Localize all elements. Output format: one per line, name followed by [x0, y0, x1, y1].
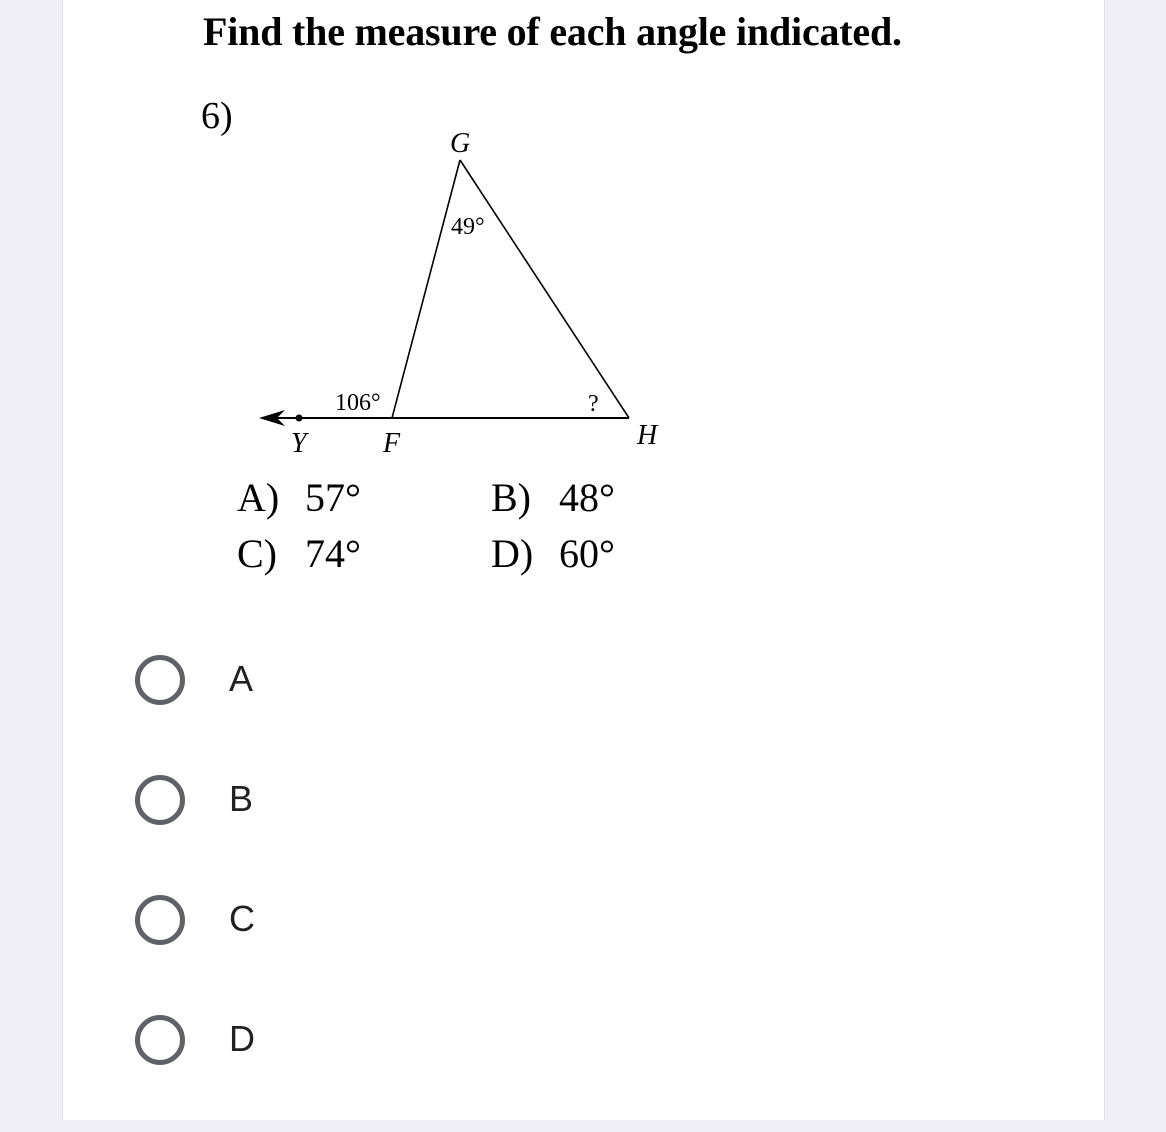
choice-a-value: 57°: [305, 475, 361, 520]
point-label-y: Y: [291, 428, 307, 459]
question-instruction: Find the measure of each angle indicated.: [203, 9, 902, 54]
question-image: [63, 0, 1106, 600]
choice-d-letter: D): [491, 531, 534, 576]
choice-b-letter: B): [491, 475, 531, 520]
vertex-label-g: G: [450, 128, 471, 159]
side-fg: [392, 160, 460, 418]
radio-button-d[interactable]: [135, 1015, 185, 1065]
choice-b-value: 48°: [559, 475, 615, 520]
choice-a: [237, 474, 361, 521]
side-gh: [460, 160, 629, 418]
unknown-angle-label: ?: [588, 391, 599, 417]
answer-options: [133, 652, 733, 1132]
radio-button-c[interactable]: [135, 895, 185, 945]
choice-d: [491, 530, 615, 577]
question-card: [62, 0, 1105, 1120]
vertex-label-f: F: [383, 428, 401, 459]
option-d[interactable]: [133, 1012, 733, 1132]
radio-button-b[interactable]: [135, 775, 185, 825]
option-c[interactable]: [133, 892, 733, 1012]
option-a-label[interactable]: A: [229, 658, 254, 699]
choice-c: [237, 530, 361, 577]
angle-g-label: 49°: [451, 214, 485, 240]
option-b-label[interactable]: B: [229, 778, 254, 819]
choice-c-value: 74°: [305, 531, 361, 576]
radio-button-a[interactable]: [135, 655, 185, 705]
option-c-label[interactable]: C: [229, 898, 255, 939]
choice-a-letter: A): [237, 475, 280, 520]
option-d-label[interactable]: D: [229, 1018, 255, 1059]
exterior-angle-label: 106°: [335, 390, 381, 416]
option-b[interactable]: [133, 772, 733, 892]
option-a[interactable]: [133, 652, 733, 772]
choice-c-letter: C): [237, 531, 277, 576]
vertex-label-h: H: [637, 420, 658, 451]
choice-d-value: 60°: [559, 531, 615, 576]
point-y-dot: [296, 415, 303, 422]
question-number: 6): [201, 95, 233, 137]
choice-b: [491, 474, 615, 521]
